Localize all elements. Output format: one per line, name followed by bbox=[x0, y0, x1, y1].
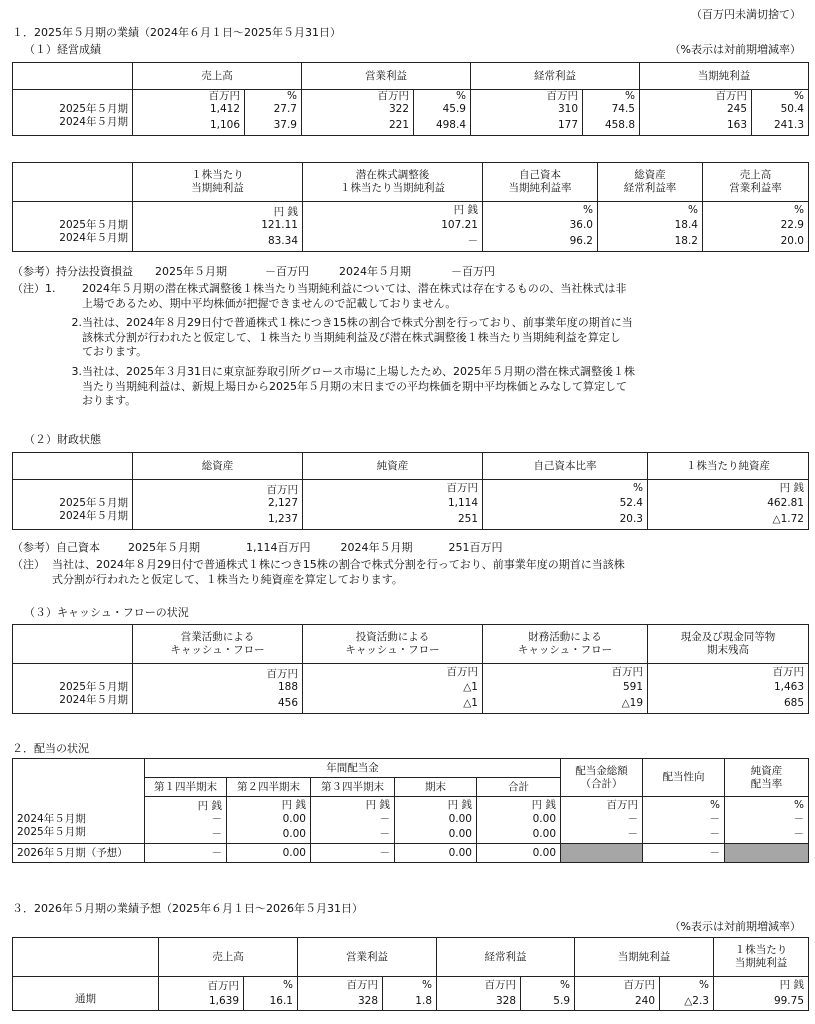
cell: － bbox=[311, 813, 395, 826]
cell bbox=[725, 844, 809, 863]
cell: 16.1 bbox=[244, 993, 298, 1011]
unit-cell: 円 銭 bbox=[227, 797, 311, 814]
row-label: 2024年５月期 bbox=[13, 116, 133, 136]
header-payout-ratio: 配当性向 bbox=[643, 759, 725, 797]
cell: － bbox=[145, 826, 227, 844]
note-3: 3.当社は、2025年３月31日に東京証券取引所グロース市場に上場したため、2025年５月期の潜在株式調整後１株 当たり当期純利益は、新規上場日から2025年５月期の末日までの平均株価を期中平均株価とみなして算定して おります。 bbox=[71, 365, 635, 407]
cell: 0.00 bbox=[477, 813, 561, 826]
section3-title: ３．2026年５月期の業績予想（2025年６月１日～2026年５月31日） bbox=[12, 902, 363, 915]
cell: 462.81 bbox=[648, 497, 809, 510]
cell: 2,127 bbox=[133, 497, 303, 510]
table-row bbox=[13, 813, 809, 826]
table-row bbox=[13, 497, 809, 510]
cell: 107.21 bbox=[303, 219, 483, 232]
dividend-table bbox=[12, 758, 809, 863]
unit-cell: 百万円 bbox=[133, 480, 303, 498]
row-label: 2024年５月期 bbox=[13, 694, 133, 714]
table-row bbox=[13, 826, 809, 844]
cell: 45.9 bbox=[414, 103, 471, 116]
unit-cell: 百万円 bbox=[471, 90, 583, 104]
row-label: 2024年５月期 bbox=[13, 813, 145, 826]
cell: 83.34 bbox=[133, 232, 303, 252]
table-row bbox=[13, 103, 809, 116]
cell: － bbox=[725, 826, 809, 844]
equity-method-ref: （参考）持分法投資損益 2025年５月期 －百万円 2024年５月期 －百万円 bbox=[12, 265, 495, 278]
cell: △1.72 bbox=[648, 510, 809, 530]
unit-cell: 百万円 bbox=[133, 90, 245, 104]
cell: △1 bbox=[303, 681, 483, 694]
cell: － bbox=[303, 232, 483, 252]
cell: 458.8 bbox=[583, 116, 640, 136]
header-roe: 自己資本 当期純利益率 bbox=[483, 163, 598, 202]
cell: 99.75 bbox=[714, 993, 809, 1011]
table-row bbox=[13, 510, 809, 530]
forecast-table bbox=[12, 937, 809, 1011]
cell: 240 bbox=[575, 993, 660, 1011]
unit-cell: 百万円 bbox=[575, 977, 660, 994]
header-dividend-to-net-assets: 純資産 配当率 bbox=[725, 759, 809, 797]
cell: 251 bbox=[303, 510, 483, 530]
unit-cell: % bbox=[244, 977, 298, 994]
cell: 685 bbox=[648, 694, 809, 714]
cell: － bbox=[311, 826, 395, 844]
unit-cell: 円 銭 bbox=[477, 797, 561, 814]
header-sales: 売上高 bbox=[133, 63, 302, 90]
cell: 328 bbox=[298, 993, 383, 1011]
cell: 245 bbox=[640, 103, 752, 116]
header-net-assets: 純資産 bbox=[303, 453, 483, 480]
cell: 163 bbox=[640, 116, 752, 136]
pct-note-forecast: （%表示は対前期増減率） bbox=[669, 920, 801, 933]
row-label: 通期 bbox=[13, 993, 159, 1011]
unit-cell: % bbox=[703, 202, 809, 220]
table-row bbox=[13, 116, 809, 136]
cell: 188 bbox=[133, 681, 303, 694]
unit-note: （百万円未満切捨て） bbox=[691, 8, 801, 21]
row-label: 2024年５月期 bbox=[13, 510, 133, 530]
cell: 177 bbox=[471, 116, 583, 136]
header-ordinary-profit: 経常利益 bbox=[437, 938, 575, 977]
cell: 0.00 bbox=[395, 844, 477, 863]
header-year-end: 期末 bbox=[395, 778, 477, 797]
cell: 241.3 bbox=[752, 116, 809, 136]
row-label: 2026年５月期（予想） bbox=[13, 844, 145, 863]
cell: － bbox=[145, 813, 227, 826]
cell: 0.00 bbox=[477, 826, 561, 844]
note-1: （注）1. 2024年５月期の潜在株式調整後１株当たり当期純利益については、潜在株式は存在するものの、当社株式は非 上場であるため、期中平均株価が把握できませんので記載しておりません。 bbox=[12, 282, 627, 310]
cell: 1,639 bbox=[159, 993, 244, 1011]
header-net-income: 当期純利益 bbox=[640, 63, 809, 90]
ratios-table bbox=[12, 162, 809, 252]
unit-cell: % bbox=[660, 977, 714, 994]
header-q2: 第２四半期末 bbox=[227, 778, 311, 797]
table-row bbox=[13, 219, 809, 232]
cell: △2.3 bbox=[660, 993, 714, 1011]
unit-cell: 百万円 bbox=[303, 480, 483, 498]
unit-cell: 百万円 bbox=[483, 664, 648, 682]
header-investing-cf: 投資活動による キャッシュ・フロー bbox=[303, 625, 483, 664]
header-q3: 第３四半期末 bbox=[311, 778, 395, 797]
section1-title: １．2025年５月期の業績（2024年６月１日～2025年５月31日） bbox=[12, 26, 341, 39]
header-net-income: 当期純利益 bbox=[575, 938, 714, 977]
unit-cell: 円 銭 bbox=[311, 797, 395, 814]
unit-cell: 百万円 bbox=[298, 977, 383, 994]
cell: 20.0 bbox=[703, 232, 809, 252]
header-bps: １株当たり純資産 bbox=[648, 453, 809, 480]
cell: 0.00 bbox=[477, 844, 561, 863]
cell: 0.00 bbox=[395, 826, 477, 844]
unit-cell: % bbox=[725, 797, 809, 814]
cell: － bbox=[643, 826, 725, 844]
header-total: 合計 bbox=[477, 778, 561, 797]
equity-ref: （参考）自己資本 2025年５月期 1,114百万円 2024年５月期 251百万円 bbox=[12, 541, 503, 554]
unit-cell: % bbox=[483, 480, 648, 498]
cell: 328 bbox=[437, 993, 521, 1011]
header-annual-dividend: 年間配当金 bbox=[145, 759, 561, 778]
cell: 50.4 bbox=[752, 103, 809, 116]
header-q1: 第１四半期末 bbox=[145, 778, 227, 797]
subsection-financial-title: （２）財政状態 bbox=[24, 433, 101, 446]
row-label: 2025年５月期 bbox=[13, 497, 133, 510]
note-2: 2.当社は、2024年８月29日付で普通株式１株につき15株の割合で株式分割を行っており、前事業年度の期首に当 該株式分割が行われたと仮定して、１株当たり当期純利益及び潜在株式調整後１株当たり当期純利益を算定し ております。 bbox=[71, 316, 633, 358]
unit-cell: % bbox=[643, 797, 725, 814]
header-operating-margin: 売上高 営業利益率 bbox=[703, 163, 809, 202]
cell: － bbox=[561, 826, 643, 844]
unit-cell: 百万円 bbox=[561, 797, 643, 814]
cell bbox=[561, 844, 643, 863]
cashflow-table bbox=[12, 624, 809, 714]
unit-cell: 円 銭 bbox=[714, 977, 809, 994]
cell: 1,237 bbox=[133, 510, 303, 530]
cell: 18.2 bbox=[598, 232, 703, 252]
row-label: 2025年５月期 bbox=[13, 681, 133, 694]
cell: 0.00 bbox=[227, 826, 311, 844]
cell: 5.9 bbox=[521, 993, 575, 1011]
results-table bbox=[12, 62, 809, 136]
cell: 27.7 bbox=[245, 103, 302, 116]
section2-title: ２．配当の状況 bbox=[12, 742, 89, 755]
financial-note: （注） 当社は、2024年８月29日付で普通株式１株につき15株の割合で株式分割を行っており、前事業年度の期首に当該株 式分割が行われたと仮定して、１株当たり純資産を算定しております。 bbox=[12, 558, 625, 586]
unit-cell: 百万円 bbox=[303, 664, 483, 682]
cell: 36.0 bbox=[483, 219, 598, 232]
cell: － bbox=[643, 813, 725, 826]
unit-cell: % bbox=[383, 977, 437, 994]
cell: 96.2 bbox=[483, 232, 598, 252]
cell: 1,106 bbox=[133, 116, 245, 136]
cell: 1,114 bbox=[303, 497, 483, 510]
header-eps: １株当たり 当期純利益 bbox=[714, 938, 809, 977]
unit-cell: % bbox=[483, 202, 598, 220]
cell: 498.4 bbox=[414, 116, 471, 136]
unit-cell: 百万円 bbox=[302, 90, 414, 104]
row-label: 2024年５月期 bbox=[13, 232, 133, 252]
cell: － bbox=[643, 844, 725, 863]
header-eps: １株当たり 当期純利益 bbox=[133, 163, 303, 202]
cell: △1 bbox=[303, 694, 483, 714]
unit-cell: 円 銭 bbox=[395, 797, 477, 814]
row-label: 2025年５月期 bbox=[13, 826, 145, 844]
cell: 456 bbox=[133, 694, 303, 714]
subsection-results-title: （１）経営成績 bbox=[24, 43, 101, 56]
unit-cell: % bbox=[583, 90, 640, 104]
table-row bbox=[13, 232, 809, 252]
table-row bbox=[13, 844, 809, 863]
header-diluted-eps: 潜在株式調整後 １株当たり当期純利益 bbox=[303, 163, 483, 202]
header-ordinary-profit: 経常利益 bbox=[471, 63, 640, 90]
cell: 1.8 bbox=[383, 993, 437, 1011]
unit-cell: % bbox=[598, 202, 703, 220]
unit-cell: 円 銭 bbox=[648, 480, 809, 498]
cell: 310 bbox=[471, 103, 583, 116]
header-sales: 売上高 bbox=[159, 938, 298, 977]
table-row bbox=[13, 681, 809, 694]
cell: 18.4 bbox=[598, 219, 703, 232]
row-label: 2025年５月期 bbox=[13, 219, 133, 232]
cell: 37.9 bbox=[245, 116, 302, 136]
cell: 52.4 bbox=[483, 497, 648, 510]
header-total-dividend: 配当金総額 （合計） bbox=[561, 759, 643, 797]
unit-cell: 百万円 bbox=[133, 664, 303, 682]
unit-cell: 百万円 bbox=[159, 977, 244, 994]
header-operating-profit: 営業利益 bbox=[302, 63, 471, 90]
cell: 591 bbox=[483, 681, 648, 694]
unit-cell: 円 銭 bbox=[145, 797, 227, 814]
header-financing-cf: 財務活動による キャッシュ・フロー bbox=[483, 625, 648, 664]
cell: 1,463 bbox=[648, 681, 809, 694]
unit-cell: 百万円 bbox=[648, 664, 809, 682]
row-label: 2025年５月期 bbox=[13, 103, 133, 116]
unit-cell: 円 銭 bbox=[303, 202, 483, 220]
cell: － bbox=[145, 844, 227, 863]
table-row bbox=[13, 993, 809, 1011]
cell: 322 bbox=[302, 103, 414, 116]
cell: 0.00 bbox=[227, 844, 311, 863]
unit-cell: 百万円 bbox=[640, 90, 752, 104]
header-operating-cf: 営業活動による キャッシュ・フロー bbox=[133, 625, 303, 664]
unit-cell: % bbox=[752, 90, 809, 104]
cell: 20.3 bbox=[483, 510, 648, 530]
subsection-cashflow-title: （３）キャッシュ・フローの状況 bbox=[24, 606, 189, 619]
financial-table bbox=[12, 452, 809, 530]
header-cash-end: 現金及び現金同等物 期末残高 bbox=[648, 625, 809, 664]
cell: 221 bbox=[302, 116, 414, 136]
cell: 22.9 bbox=[703, 219, 809, 232]
header-operating-profit: 営業利益 bbox=[298, 938, 437, 977]
cell: 0.00 bbox=[395, 813, 477, 826]
cell: 74.5 bbox=[583, 103, 640, 116]
unit-cell: % bbox=[414, 90, 471, 104]
cell: － bbox=[561, 813, 643, 826]
cell: 1,412 bbox=[133, 103, 245, 116]
cell: － bbox=[311, 844, 395, 863]
unit-cell: 円 銭 bbox=[133, 202, 303, 220]
unit-cell: % bbox=[521, 977, 575, 994]
header-roa: 総資産 経常利益率 bbox=[598, 163, 703, 202]
cell: △19 bbox=[483, 694, 648, 714]
unit-cell: % bbox=[245, 90, 302, 104]
cell: 121.11 bbox=[133, 219, 303, 232]
header-equity-ratio: 自己資本比率 bbox=[483, 453, 648, 480]
pct-note: （%表示は対前期増減率） bbox=[669, 43, 801, 56]
unit-cell: 百万円 bbox=[437, 977, 521, 994]
cell: － bbox=[725, 813, 809, 826]
cell: 0.00 bbox=[227, 813, 311, 826]
header-total-assets: 総資産 bbox=[133, 453, 303, 480]
table-row bbox=[13, 694, 809, 714]
